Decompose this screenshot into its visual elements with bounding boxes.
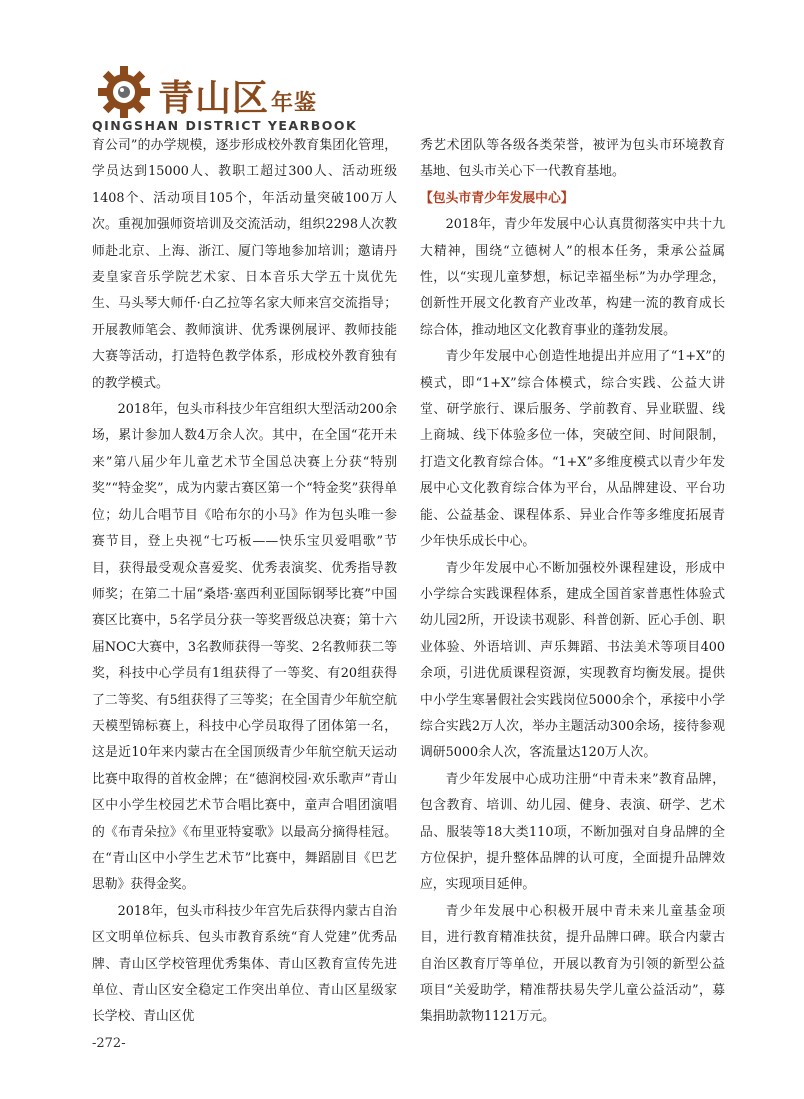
paragraph: 2018年，青少年发展中心认真贯彻落实中共十九大精神，围绕“立德树人”的根本任务，秉承公益属性，以“实现儿童梦想，标记幸福坐标”为办学理念，创新性开展文化教育产业改革，构建一流的教育成长综合体，推动地区文化教育事业的蓬勃发展。 <box>420 217 725 338</box>
paragraph: 2018年，包头市科技少年宫先后获得内蒙古自治区文明单位标兵、包头市教育系统“育人党建”优秀品牌、青山区学校管理优秀集体、青山区教育宣传先进单位、青山区安全稳定工作突出单位、青山区星级家长学校、青山区优 <box>92 903 397 1025</box>
paragraph: 2018年，包头市科技少年宫组织大型活动200余场，累计参加人数4万余人次。其中，在全国“花开未来”第八届少年儿童艺术节全国总决赛上分获“特别奖”“特金奖”，成为内蒙古赛区第一个“特金奖”获得单位；幼儿合唱节目《哈布尔的小马》作为包头唯一参赛节目，登上央视“七巧板——快乐宝贝爱唱歌”节目，获得最受观众喜爱奖、优秀表演奖、优秀指导教师奖；在第二十届“桑塔·塞西利亚国际钢琴比赛”中国赛区比赛中，5名学员分获一等奖晋级总决赛；第十六届NOC大赛中，3名教师获得一等奖、2名教师获二等奖，科技中心学员有1组获得了一等奖、有20组获得了二等奖、有5组获得了三等奖；在全国青少年航空航天模型锦标赛上，科技中心学员取得了团体第一名，这是近10年来内蒙古在全国顶级青少年航空航天运动比赛中取得的首枚金牌；在“德润校园·欢乐歌声”青山区中小学生校园艺术节合唱比赛中，童声合唱团演唱的《布青朵拉》《布里亚特宴歌》以最高分摘得桂冠。在“青山区中小学生艺术节”比赛中，舞蹈剧目《巴艺思勒》获得金奖。 <box>92 402 397 893</box>
gear-logo-icon <box>96 64 152 120</box>
right-column <box>420 133 725 1031</box>
paragraph: 青少年发展中心成功注册“中青未来”教育品牌，包含教育、培训、幼儿园、健身、表演、研学、艺术品、服装等18大类110项，不断加强对自身品牌的全方位保护，提升整体品牌的认可度，全面提升品牌效应，实现项目延伸。 <box>420 771 725 893</box>
title-suffix: 年鉴 <box>271 90 318 116</box>
yearbook-subtitle: QINGSHAN DISTRICT YEARBOOK <box>92 118 358 133</box>
page-number: -272- <box>92 1036 126 1051</box>
yearbook-title <box>158 70 317 121</box>
paragraph: 青少年发展中心不断加强校外课程建设，形成中小学综合实践课程体系，建成全国首家普惠性体验式幼儿园2所，开设读书观影、科普创新、匠心手创、职业体验、外语培训、声乐舞蹈、书法美术等项目400余项，引进优质课程资源，实现教育均衡发展。提供中小学生寒暑假社会实践岗位5000余个，承接中小学综合实践2万人次，举办主题活动300余场，接待参观调研5000余人次，客流量达120万人次。 <box>420 560 725 761</box>
paragraph: 秀艺术团队等各级各类荣誉，被评为包头市环境教育基地、包头市关心下一代教育基地。 <box>420 138 725 180</box>
left-column <box>92 133 397 1031</box>
paragraph: 青少年发展中心积极开展中青未来儿童基金项目，进行教育精准扶贫，提升品牌口碑。联合内蒙古自治区教育厅等单位，开展以教育为引领的新型公益项目“关爱助学，精准帮扶易失学儿童公益活动”，募集捐助款物1121万元。 <box>420 903 725 1025</box>
paragraph: 青少年发展中心创造性地提出并应用了“1+X”的模式，即“1+X”综合体模式，综合实践、公益大讲堂、研学旅行、课后服务、学前教育、异业联盟、线上商城、线下体验多位一体，突破空间、时间限制，打造文化教育综合体。“1+X”多维度模式以青少年发展中心文化教育综合体为平台，从品牌建设、平台功能、公益基金、课程体系、异业合作等多维度拓展青少年快乐成长中心。 <box>420 349 725 550</box>
title-text: 青山区 <box>158 77 270 119</box>
paragraph: 育公司”的办学规模，逐步形成校外教育集团化管理，学员达到15000人、教职工超过300人、活动班级1408个、活动项目105个，年活动量突破100万人次。重视加强师资培训及交流活动，组织2298人次教师赴北京、上海、浙江、厦门等地参加培训；邀请丹麦皇家音乐学院艺术家、日本音乐大学五十岚优先生、马头琴大师仟·白乙拉等名家大师来宫交流指导；开展教师笔会、教师演讲、优秀课例展评、教师技能大赛等活动，打造特色教学体系，形成校外教育独有的教学模式。 <box>92 138 397 391</box>
yearbook-header <box>92 52 422 132</box>
section-heading: 【包头市青少年发展中心】 <box>420 190 574 206</box>
